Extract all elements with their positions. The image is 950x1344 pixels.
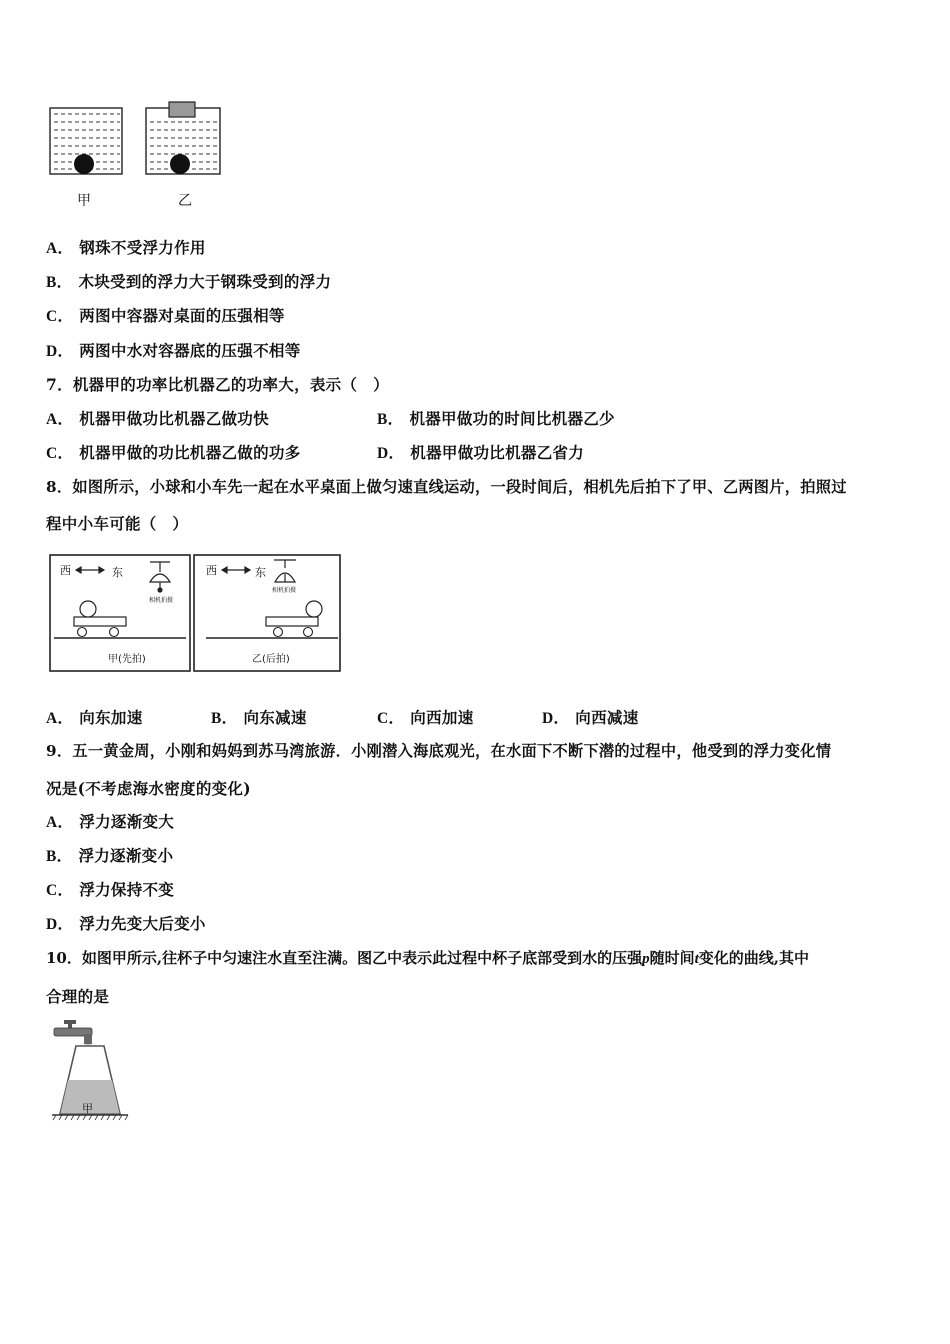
containers-diagram (44, 98, 234, 188)
fig-west-b: 西 (206, 564, 217, 577)
q10-stem-line2: 合理的是 (46, 987, 110, 1006)
fig-east-b: 东 (255, 566, 266, 579)
faucet-figure-label: 甲 (82, 1102, 93, 1115)
q7-option-a: A． 机器甲做功比机器乙做功快 (46, 409, 269, 428)
fig-west-a: 西 (60, 564, 71, 577)
fig-east-a: 东 (112, 566, 123, 579)
q10-stem-line1: 10．如图甲所示,往杯子中匀速注水直至注满。图乙中表示此过程中杯子底部受到水的压强p随时间t变化的曲线,其中 (46, 949, 810, 967)
q7-option-c: C． 机器甲做的功比机器乙做的功多 (46, 443, 301, 462)
wood-block (169, 102, 195, 117)
q9-option-d: D． 浮力先变大后变小 (46, 914, 206, 933)
q6-option-c: C． 两图中容器对桌面的压强相等 (46, 306, 285, 325)
figure-cart (48, 552, 343, 676)
q6-option-a: A． 钢珠不受浮力作用 (46, 238, 206, 257)
fig-lamp-label-a: 相机拍摄 (149, 597, 174, 604)
label-yi: 乙 (178, 193, 192, 209)
steel-ball-b (170, 154, 190, 174)
fig-caption-a: 甲(先拍) (108, 654, 146, 665)
figure-faucet-cup (50, 1016, 130, 1122)
q9-stem-line2: 况是(不考虑海水密度的变化) (46, 779, 251, 798)
fig-caption-b: 乙(后拍) (252, 654, 290, 665)
q7-option-b: B． 机器甲做功的时间比机器乙少 (377, 409, 615, 428)
q9-stem-line1: 9．五一黄金周，小刚和妈妈到苏马湾旅游．小刚潜入海底观光，在水面下不断下潜的过程中，他受到的浮力变化情 (46, 742, 832, 760)
q8-stem-line2: 程中小车可能（ ） (46, 514, 189, 533)
q8-option-a: A． 向东加速 (46, 708, 143, 727)
fig-lamp-label-b: 相机拍摄 (272, 587, 297, 594)
q7-stem: 7．机器甲的功率比机器乙的功率大，表示（ ） (46, 375, 389, 394)
steel-ball-a (74, 154, 94, 174)
q9-option-c: C． 浮力保持不变 (46, 880, 175, 899)
q9-option-a: A． 浮力逐渐变大 (46, 812, 175, 831)
q6-option-b: B． 木块受到的浮力大于钢珠受到的浮力 (46, 272, 332, 291)
q8-option-b: B． 向东减速 (211, 708, 307, 727)
q9-option-b: B． 浮力逐渐变小 (46, 846, 174, 865)
figure-containers (44, 98, 234, 213)
label-jia: 甲 (77, 193, 91, 209)
q8-stem-line1: 8．如图所示，小球和小车先一起在水平桌面上做匀速直线运动，一段时间后，相机先后拍下了甲、乙两图片，拍照过 (46, 478, 847, 496)
cart-diagram (48, 552, 343, 676)
q8-option-d: D． 向西减速 (542, 708, 639, 727)
q7-option-d: D． 机器甲做功比机器乙省力 (377, 443, 585, 462)
q6-option-d: D． 两图中水对容器底的压强不相等 (46, 341, 301, 360)
q8-option-c: C． 向西加速 (377, 708, 474, 727)
